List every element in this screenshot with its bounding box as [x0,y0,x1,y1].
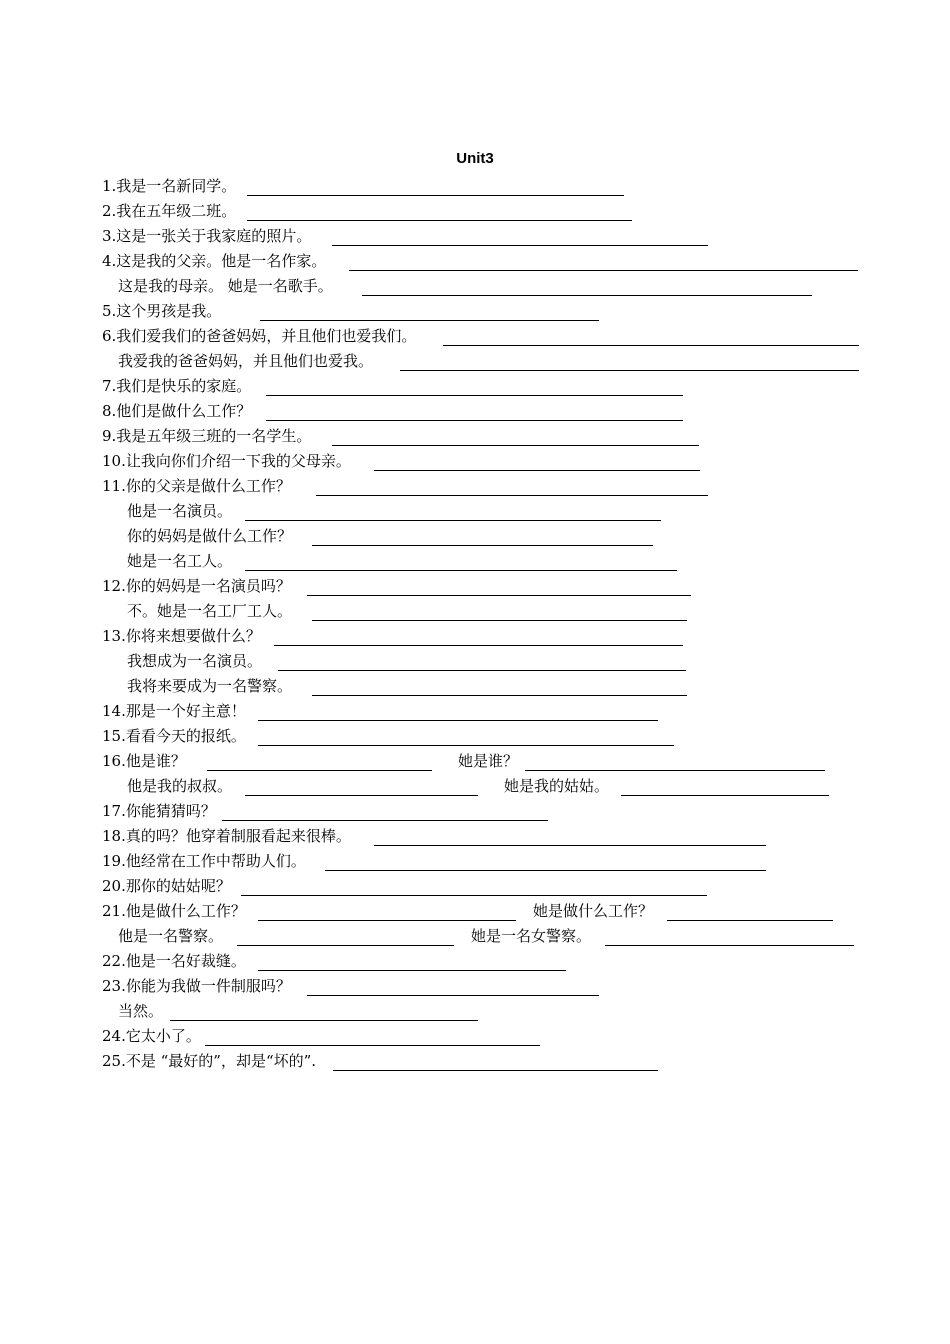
question-text: 她是我的姑姑。 [504,777,610,795]
question-text: 他是一名演员。 [127,502,233,520]
answer-blank[interactable] [237,924,454,946]
question-text: 她是一名工人。 [127,552,233,570]
question-text: 11.你的父亲是做什么工作？ [102,477,291,495]
answer-blank[interactable] [266,399,683,421]
answer-blank[interactable] [205,1024,540,1046]
question-text: 16.他是谁？ [102,752,186,770]
answer-blank[interactable] [325,849,766,871]
answer-blank[interactable] [245,774,478,796]
question-text: 12.你的妈妈是一名演员吗？ [102,577,291,595]
answer-blank[interactable] [374,824,766,846]
answer-blank[interactable] [222,799,548,821]
answer-blank[interactable] [332,424,699,446]
question-text: 1.我是一名新同学。 [102,177,237,195]
answer-blank[interactable] [245,549,677,571]
question-text: 他是我的叔叔。 [127,777,233,795]
question-text: 我想成为一名演员。 [127,652,263,670]
question-text: 5.这个男孩是我。 [102,302,222,320]
answer-blank[interactable] [349,249,858,271]
question-text: 我爱我的爸爸妈妈，并且他们也爱我。 [118,352,374,370]
question-text: 2.我在五年级二班。 [102,202,237,220]
question-text: 6.我们爱我们的爸爸妈妈，并且他们也爱我们。 [102,327,417,345]
question-text: 她是做什么工作？ [533,902,654,920]
answer-blank[interactable] [312,599,687,621]
question-text: 他是一名警察。 [118,927,224,945]
question-text: 9.我是五年级三班的一名学生。 [102,427,312,445]
question-text: 21.他是做什么工作？ [102,902,246,920]
answer-blank[interactable] [374,449,700,471]
answer-blank[interactable] [307,974,599,996]
answer-blank[interactable] [247,174,624,196]
question-text: 7.我们是快乐的家庭。 [102,377,252,395]
page-title: Unit3 [456,150,494,167]
question-text: 15.看看今天的报纸。 [102,727,246,745]
question-text: 4.这是我的父亲。他是一名作家。 [102,252,327,270]
question-text: 她是谁？ [458,752,519,770]
question-text: 她是一名女警察。 [471,927,592,945]
question-text: 19.他经常在工作中帮助人们。 [102,852,306,870]
answer-blank[interactable] [241,874,707,896]
answer-blank[interactable] [247,199,632,221]
question-text: 22.他是一名好裁缝。 [102,952,246,970]
question-text: 24.它太小了。 [102,1027,201,1045]
answer-blank[interactable] [207,749,432,771]
answer-blank[interactable] [605,924,854,946]
question-text: 25.不是 “最好的”，却是“坏的”. [102,1052,317,1070]
answer-blank[interactable] [170,999,478,1021]
question-text: 你的妈妈是做什么工作？ [127,527,293,545]
question-text: 14.那是一个好主意！ [102,702,246,720]
question-text: 18.真的吗？他穿着制服看起来很棒。 [102,827,351,845]
answer-blank[interactable] [667,899,833,921]
answer-blank[interactable] [266,374,683,396]
answer-blank[interactable] [274,624,683,646]
question-text: 13.你将来想要做什么？ [102,627,261,645]
question-text: 3.这是一张关于我家庭的照片。 [102,227,312,245]
answer-blank[interactable] [258,949,566,971]
answer-blank[interactable] [307,574,691,596]
answer-blank[interactable] [525,749,825,771]
answer-blank[interactable] [258,899,516,921]
question-text: 17.你能猜猜吗？ [102,802,216,820]
question-text: 8.他们是做什么工作？ [102,402,252,420]
answer-blank[interactable] [245,499,661,521]
question-text: 当然。 [118,1002,164,1020]
answer-blank[interactable] [316,474,708,496]
question-text: 我将来要成为一名警察。 [127,677,293,695]
question-text: 20.那你的姑姑呢？ [102,877,231,895]
question-text: 10.让我向你们介绍一下我的父母亲。 [102,452,351,470]
answer-blank[interactable] [333,1049,658,1071]
answer-blank[interactable] [443,324,859,346]
answer-blank[interactable] [260,299,599,321]
answer-blank[interactable] [332,224,708,246]
question-text: 不。她是一名工厂工人。 [127,602,293,620]
answer-blank[interactable] [312,674,687,696]
answer-blank[interactable] [258,724,674,746]
answer-blank[interactable] [278,649,686,671]
answer-blank[interactable] [312,524,653,546]
answer-blank[interactable] [400,349,859,371]
answer-blank[interactable] [621,774,829,796]
question-text: 这是我的母亲。 她是一名歌手。 [118,277,333,295]
answer-blank[interactable] [258,699,658,721]
question-text: 23.你能为我做一件制服吗？ [102,977,291,995]
answer-blank[interactable] [362,274,812,296]
